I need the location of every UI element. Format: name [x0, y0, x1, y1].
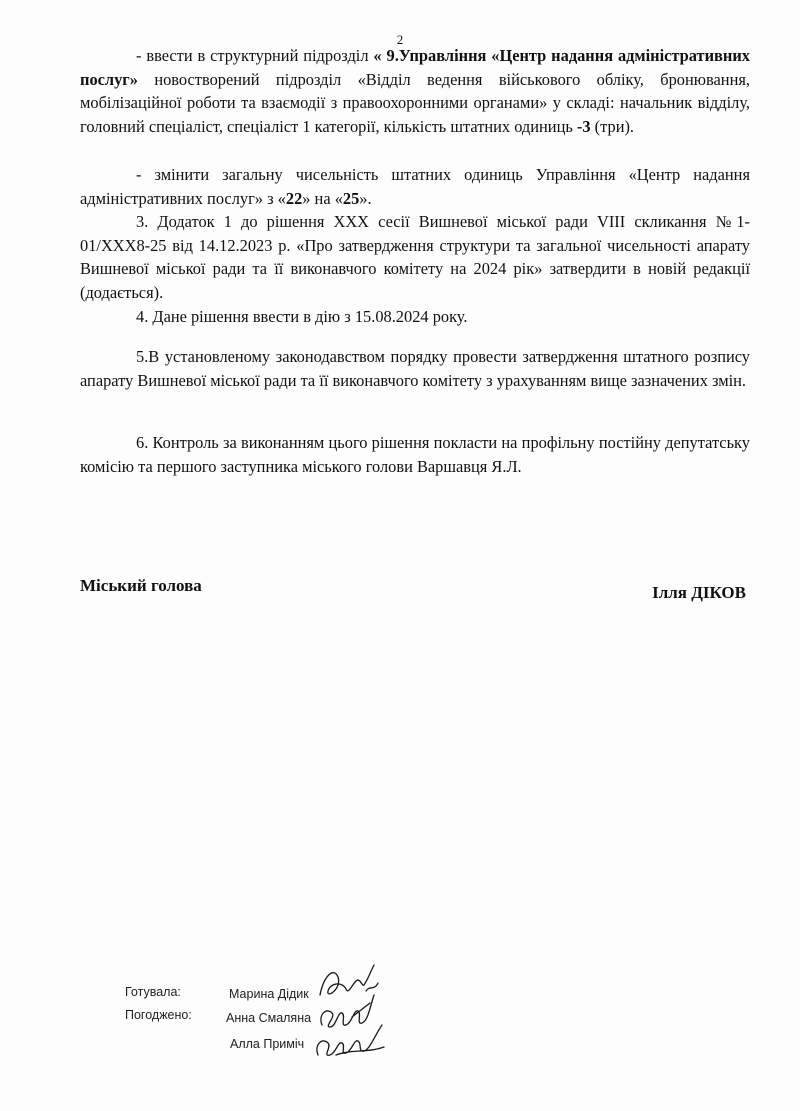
paragraph-new-department	[80, 44, 750, 138]
paragraph-total-staff-end: ».	[359, 188, 372, 208]
department-name: « 9.Управління «Центр надання адміністративних послуг»	[80, 46, 750, 89]
paragraph-total-staff	[80, 163, 750, 210]
paragraph-total-staff-intro: - змінити загальну чисельність штатних одиниць Управління «Центр надання адміністративних послуг» з «	[80, 165, 750, 208]
new-staff-total: 25	[342, 188, 360, 208]
paragraph-control: 6. Контроль за виконанням цього рішення покласти на профільну постійну депутатську комісію та першого заступника міського голови Варшавця Я.Л.	[80, 433, 750, 476]
paragraph-total-staff-mid: » на «	[302, 188, 343, 208]
paragraph-new-department-intro: - ввести в структурний підрозділ	[136, 46, 374, 65]
page-number: 2	[396, 32, 404, 47]
prepared-by-name: Марина Дідик	[229, 987, 309, 1001]
paragraph-appendix: 3. Додаток 1 до рішення XXX сесії Вишневої міської ради VIII скликання №1-01/XXX8-25 від 14.12.2023 р. «Про затвердження структури та загальної чисельності апарату Вишневої міської ради та її виконавчого комітету на 2024 рік» затвердити в новій редакції (додається).	[80, 212, 750, 302]
staff-count-words: (три).	[590, 116, 635, 136]
agreed-by-name-1: Анна Смаляна	[226, 1011, 312, 1025]
staff-count: -3	[576, 116, 591, 136]
signatory-name: Ілля ДІКОВ	[652, 583, 746, 602]
agreed-label: Погоджено:	[125, 1008, 192, 1022]
old-staff-total: 22	[285, 188, 303, 208]
signature-smalyana	[321, 995, 374, 1027]
paragraph-staff-schedule: 5.В установленому законодавством порядку провести затвердження штатного розпису апарату Вишневої міської ради та її виконавчого комітету з урахуванням вище зазначених змін.	[80, 347, 750, 390]
prepared-label: Готувала:	[125, 985, 181, 999]
agreed-by-name-2: Алла Приміч	[230, 1037, 305, 1051]
signatory-title: Міський голова	[80, 576, 202, 595]
signature-dydyk	[320, 965, 378, 995]
paragraph-effective-date: 4. Дане рішення ввести в дію з 15.08.2024 року.	[136, 307, 468, 326]
signature-prymich	[317, 1025, 384, 1055]
handwritten-signature-group	[312, 955, 392, 1065]
paragraph-new-department-body: новостворений підрозділ «Відділ ведення військового обліку, бронювання, мобілізаційної роботи та взаємодії з правоохоронними органами» у складі: начальник відділу, головний спеціаліст, спеціаліст 1 категорії, кількість штатних одиниць	[80, 69, 750, 136]
